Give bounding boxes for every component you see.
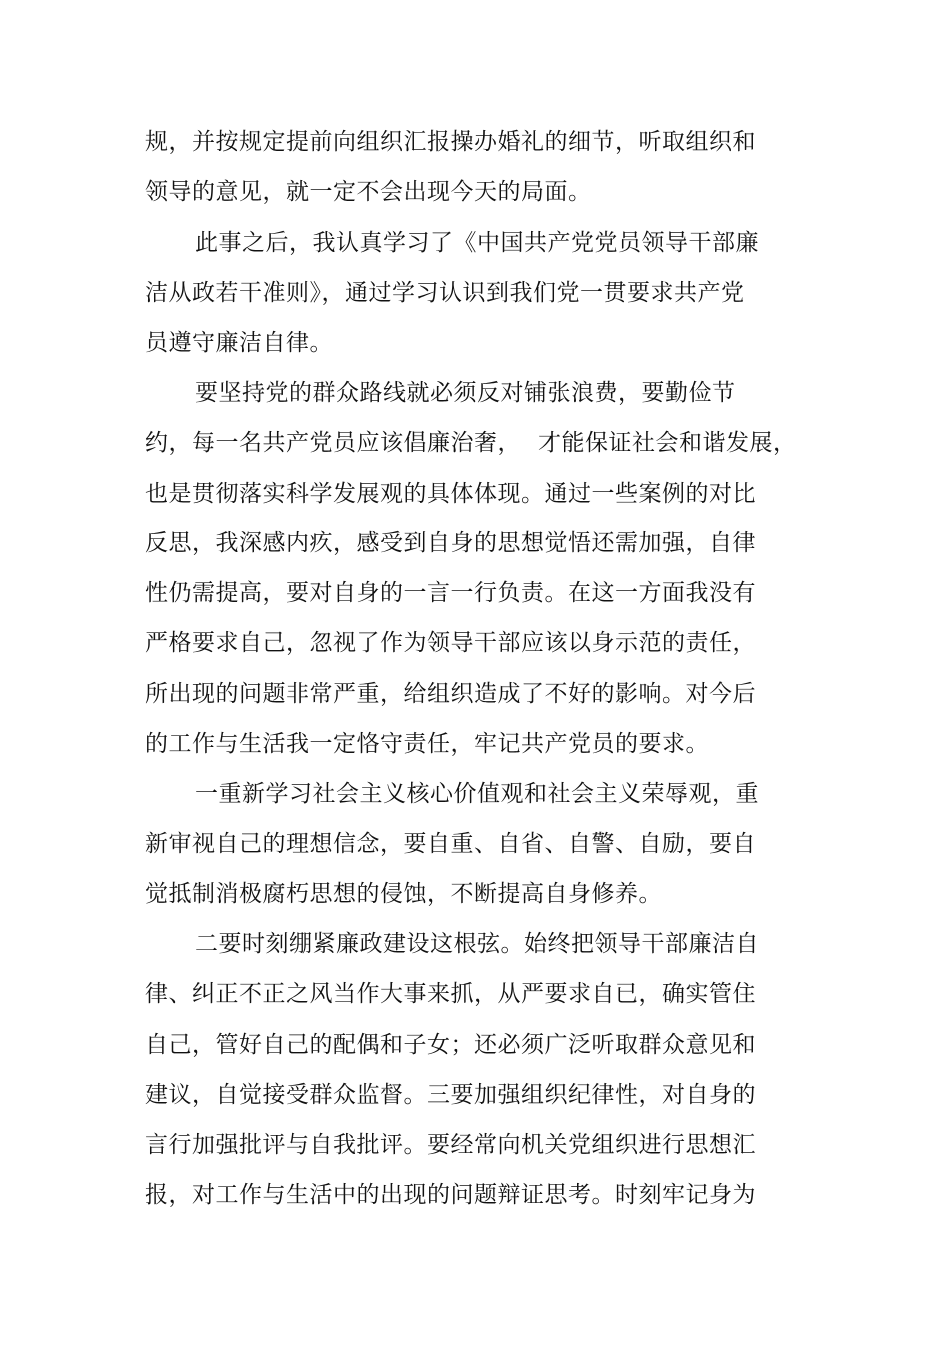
text-line: 反思，我深感内疚，感受到自身的思想觉悟还需加强，自律 [145,530,756,556]
text-line: 要坚持党的群众路线就必须反对铺张浪费，要勤俭节 [195,380,736,406]
text-line: 严格要求自己，忽视了作为领导干部应该以身示范的责任， [145,630,756,656]
text-line: 所出现的问题非常严重，给组织造成了不好的影响。对今后 [145,681,756,707]
text-line: 洁从政若干准则》，通过学习认识到我们党一贯要求共产党 [145,280,745,306]
text-line: 建议，自觉接受群众监督。三要加强组织纪律性，对自身的 [145,1082,756,1108]
text-line: 一重新学习社会主义核心价值观和社会主义荣辱观，重 [195,781,759,807]
text-line: 领导的意见，就一定不会出现今天的局面。 [145,179,592,205]
text-line: 才能保证社会和谐发展， [538,430,797,456]
text-line: 言行加强批评与自我批评。要经常向机关党组织进行思想汇 [145,1132,756,1158]
text-line: 性仍需提高，要对自身的一言一行负责。在这一方面我没有 [145,580,756,606]
text-line: 员遵守廉洁自律。 [145,330,333,356]
text-line: 也是贯彻落实科学发展观的具体体现。通过一些案例的对比 [145,481,756,507]
text-line: 报，对工作与生活中的出现的问题辩证思考。时刻牢记身为 [145,1182,756,1208]
text-line: 的工作与生活我一定恪守责任，牢记共产党员的要求。 [145,731,709,757]
text-line: 律、纠正不正之风当作大事来抓，从严要求自已，确实管住 [145,981,756,1007]
text-line: 二要时刻绷紧廉政建设这根弦。始终把领导干部廉洁自 [195,931,759,957]
text-line: 觉抵制消极腐朽思想的侵蚀，不断提高自身修养。 [145,881,662,907]
text-line: 规，并按规定提前向组织汇报操办婚礼的细节，听取组织和 [145,129,756,155]
text-line: 自己，管好自己的配偶和子女；还必须广泛听取群众意见和 [145,1032,756,1058]
text-line: 此事之后，我认真学习了《中国共产党党员领导干部廉 [195,230,759,256]
text-line: 新审视自己的理想信念，要自重、自省、自警、自励，要自 [145,831,756,857]
text-line: 约，每一名共产党员应该倡廉治奢， [145,430,521,456]
